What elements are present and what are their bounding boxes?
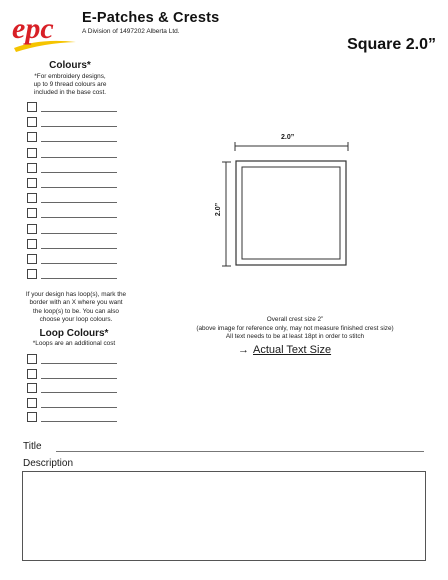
colour-checkbox[interactable] (27, 239, 37, 249)
brand-name: E-Patches & Crests (82, 10, 220, 26)
colour-row (27, 193, 117, 205)
actual-text-size-label: Actual Text Size (253, 344, 332, 356)
colour-checkbox[interactable] (27, 148, 37, 158)
colour-row (27, 102, 117, 114)
loop-note-line: border with an X where you want (29, 299, 123, 307)
loop-colours-heading: Loop Colours* (39, 328, 109, 339)
actual-text-size-sample (238, 344, 331, 356)
colours-note-line: *For embroidery designs, (34, 73, 106, 80)
loop-instructions (0, 291, 152, 324)
loop-colour-name-field[interactable] (41, 363, 117, 364)
loop-colour-row (27, 398, 117, 410)
colours-note-line: up to 9 thread colours are (33, 81, 107, 88)
colours-note (0, 73, 140, 97)
colour-name-field[interactable] (41, 141, 117, 142)
colour-checkbox[interactable] (27, 178, 37, 188)
loop-colour-checkbox[interactable] (27, 354, 37, 364)
size-note-line: (above image for reference only, may not measure finished crest size) (196, 324, 394, 332)
colour-checkbox[interactable] (27, 208, 37, 218)
colour-row (27, 269, 117, 281)
logo-text: epc (12, 12, 54, 45)
width-dimension-label: 2.0” (281, 134, 295, 141)
colour-checkbox[interactable] (27, 269, 37, 279)
colour-row (27, 117, 117, 129)
colour-name-field[interactable] (41, 187, 117, 188)
loop-colours-note: *Loops are an additional cost (32, 340, 116, 347)
colour-checkbox[interactable] (27, 254, 37, 264)
colour-checkbox[interactable] (27, 224, 37, 234)
colour-row (27, 148, 117, 160)
loop-colour-row (27, 412, 117, 424)
height-dimension-label: 2.0” (215, 202, 223, 217)
loop-colour-name-field[interactable] (41, 407, 117, 408)
brand-subtitle: A Division of 1497202 Alberta Ltd. (82, 28, 180, 35)
loop-colour-checkbox[interactable] (27, 412, 37, 422)
loop-colour-checkbox[interactable] (27, 398, 37, 408)
colour-row (27, 163, 117, 175)
colour-name-field[interactable] (41, 217, 117, 218)
colour-name-field[interactable] (41, 202, 117, 203)
description-label: Description (23, 458, 74, 469)
size-note-line: Overall crest size 2” (266, 316, 324, 323)
arrow-right-icon: → (238, 344, 249, 356)
loop-colour-name-field[interactable] (41, 378, 117, 379)
colour-name-field[interactable] (41, 278, 117, 279)
colour-name-field[interactable] (41, 126, 117, 127)
epc-logo (10, 8, 80, 52)
colour-row (27, 239, 117, 251)
title-label: Title (23, 441, 42, 452)
colour-checkbox[interactable] (27, 102, 37, 112)
loop-colour-name-field[interactable] (41, 392, 117, 393)
colour-name-field[interactable] (41, 263, 117, 264)
colour-checkbox[interactable] (27, 117, 37, 127)
colour-row (27, 178, 117, 190)
size-note-line: All text needs to be at least 18pt in order to stitch (225, 333, 365, 341)
page-title: Square 2.0” (347, 36, 436, 53)
loop-colour-checkbox[interactable] (27, 369, 37, 379)
colours-heading: Colours* (49, 60, 91, 71)
colour-name-field[interactable] (41, 111, 117, 112)
colours-note-line: included in the base cost. (33, 89, 107, 96)
title-input[interactable] (56, 451, 424, 452)
colour-name-field[interactable] (41, 248, 117, 249)
colour-name-field[interactable] (41, 233, 117, 234)
loop-colour-row (27, 354, 117, 366)
loop-colour-row (27, 383, 117, 395)
crest-inner-border (242, 167, 340, 259)
loop-note-line: If your design has loop(s), mark the (25, 291, 127, 298)
loop-colour-checkbox[interactable] (27, 383, 37, 393)
description-input[interactable] (22, 471, 426, 561)
size-notes (170, 316, 420, 342)
loop-colour-name-field[interactable] (41, 421, 117, 422)
colour-row (27, 208, 117, 220)
loop-note-line: the loop(s) to be. You can also (33, 307, 119, 315)
colour-name-field[interactable] (41, 157, 117, 158)
colour-checkbox[interactable] (27, 163, 37, 173)
colour-checkbox[interactable] (27, 193, 37, 203)
colour-row (27, 224, 117, 236)
colour-name-field[interactable] (41, 172, 117, 173)
crest-outline-diagram[interactable] (222, 140, 354, 270)
colour-checkbox[interactable] (27, 132, 37, 142)
colour-row (27, 254, 117, 266)
loop-colour-row (27, 369, 117, 381)
colour-row (27, 132, 117, 144)
loop-note-line: choose your loop colours. (39, 315, 113, 323)
